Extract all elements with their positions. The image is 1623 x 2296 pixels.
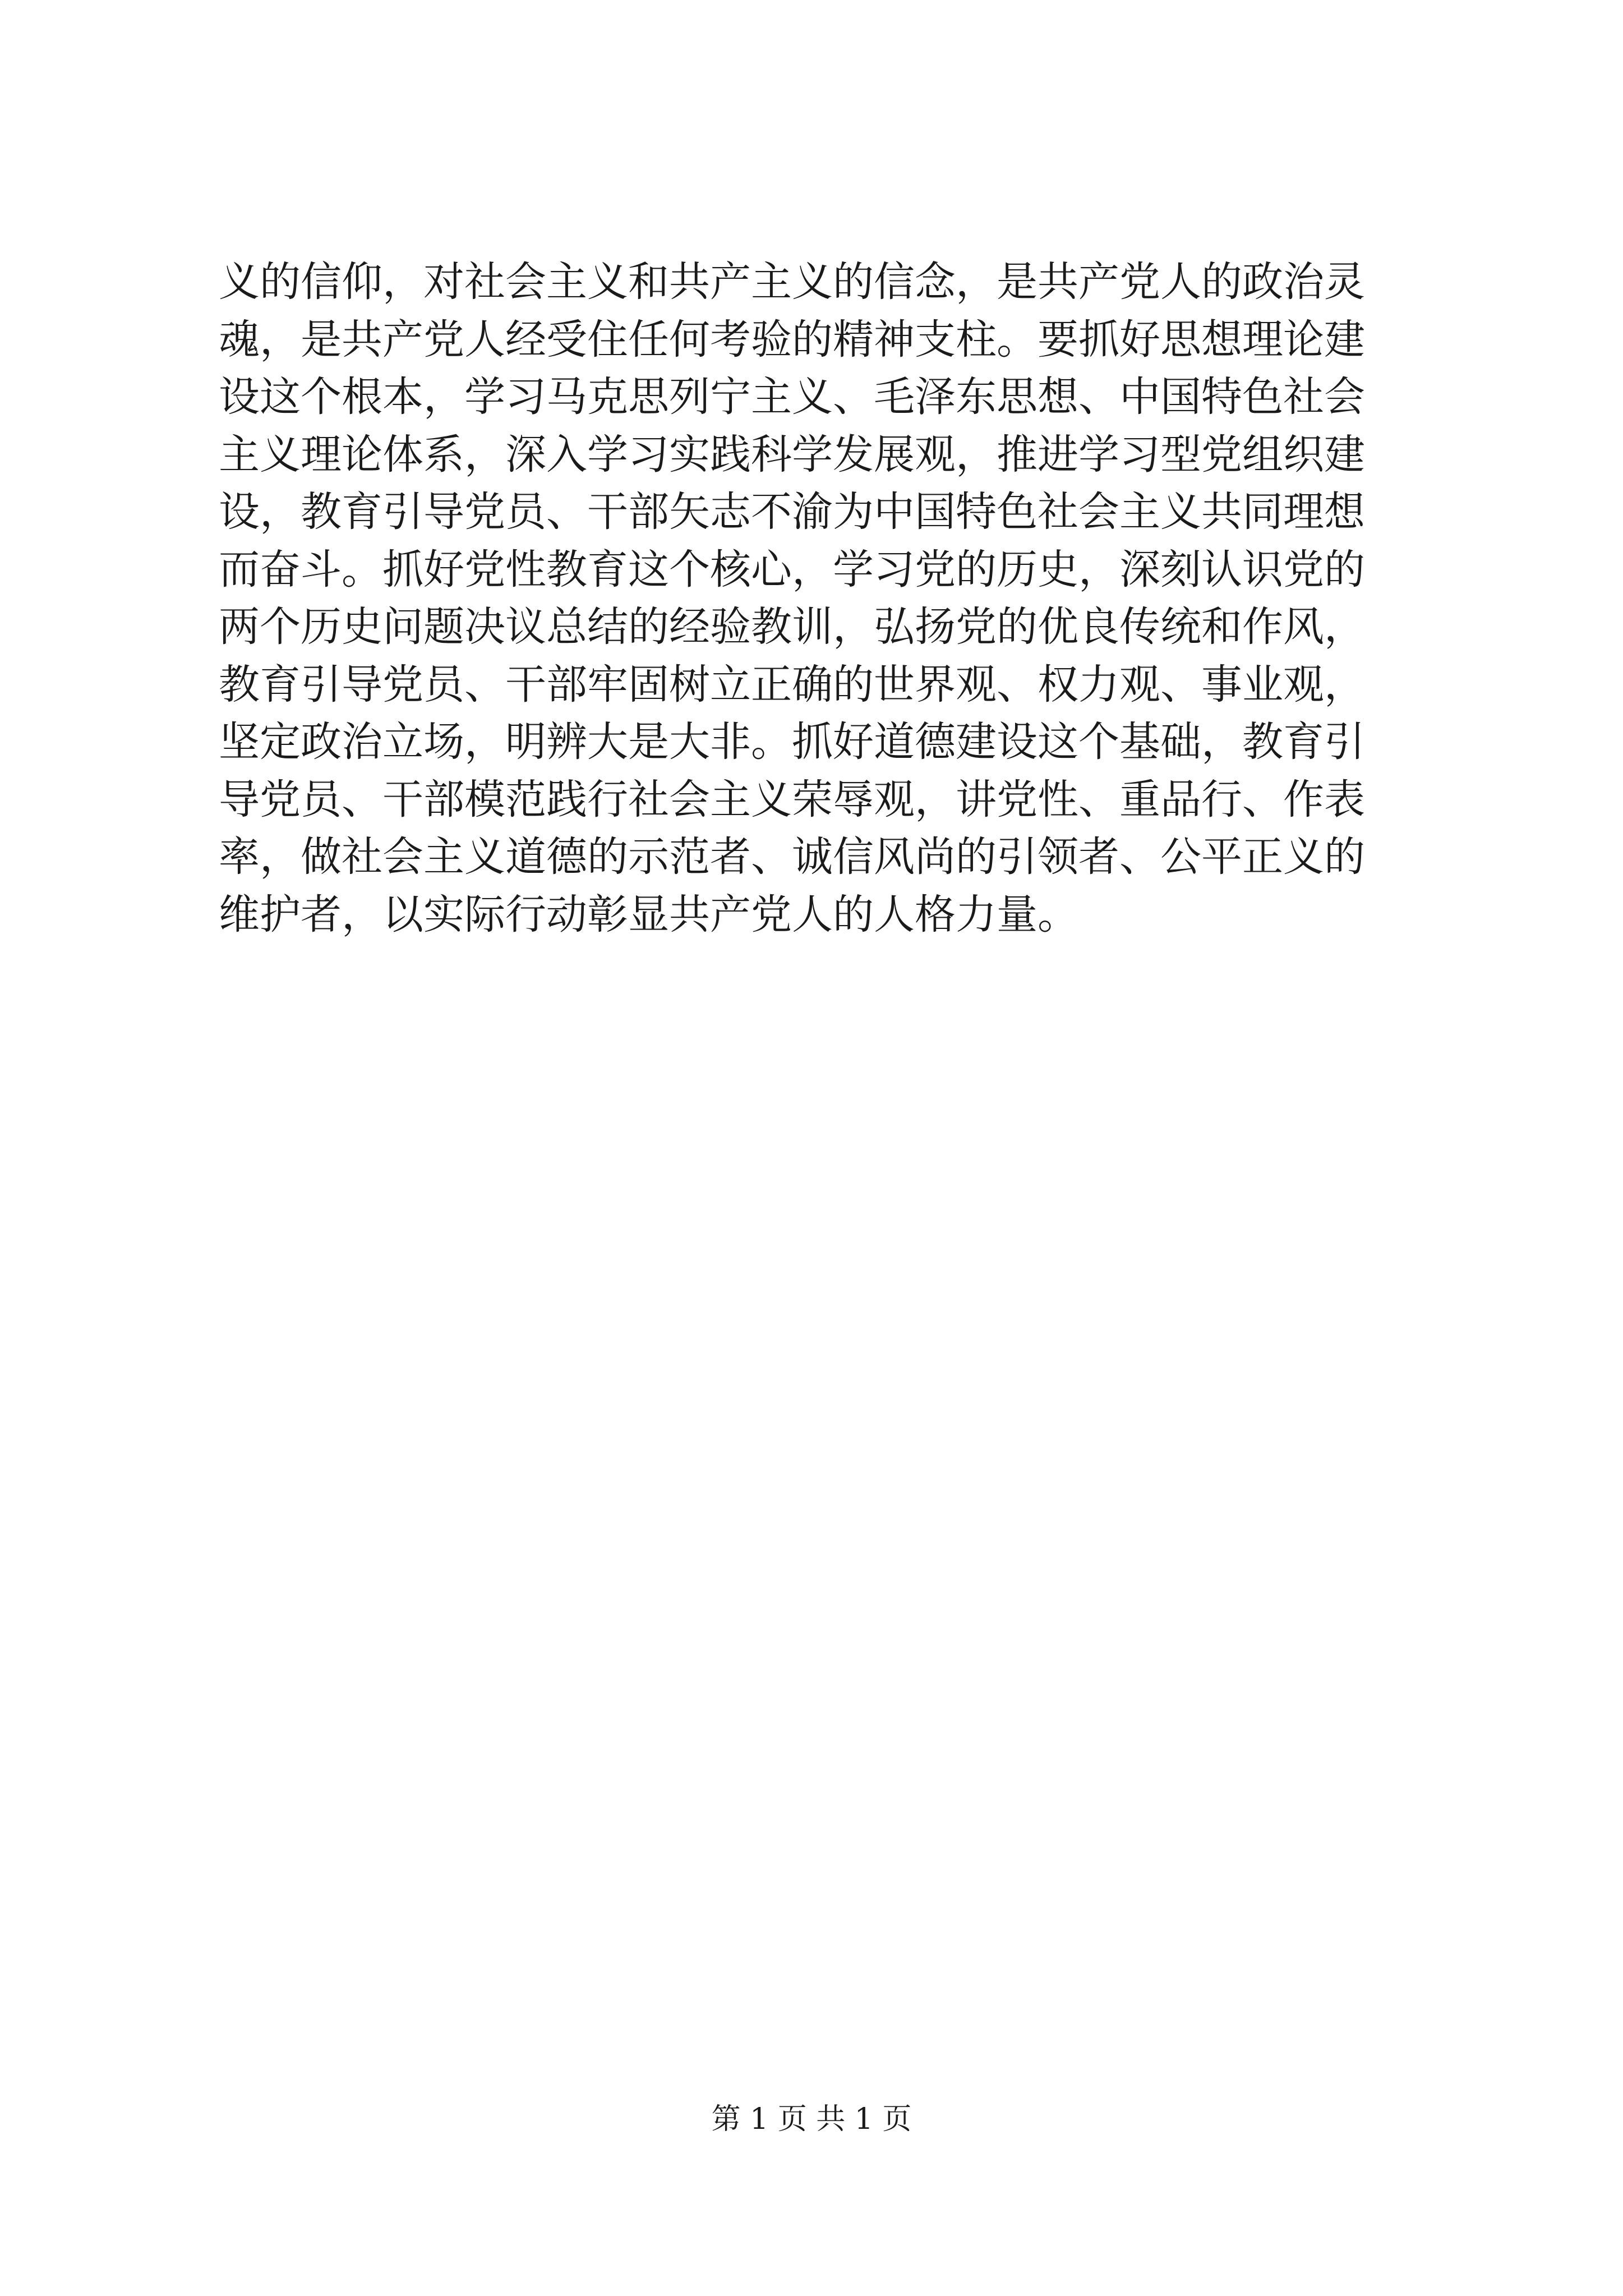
text-line: 义的信仰，对社会主义和共产主义的信念，是共产党人的政治灵 [219, 258, 1365, 306]
text-line: 坚定政治立场，明辨大是大非。抓好道德建设这个基础，教育引 [219, 718, 1365, 766]
page-number-footer: 第 1 页 共 1 页 [711, 2102, 912, 2136]
text-line: 而奋斗。抓好党性教育这个核心，学习党的历史，深刻认识党的 [219, 545, 1365, 593]
text-line: 教育引导党员、干部牢固树立正确的世界观、权力观、事业观， [219, 660, 1365, 708]
text-line: 魂，是共产党人经受住任何考验的精神支柱。要抓好思想理论建 [219, 315, 1365, 364]
text-line: 率，做社会主义道德的示范者、诚信风尚的引领者、公平正义的 [219, 833, 1365, 881]
text-line: 导党员、干部模范践行社会主义荣辱观，讲党性、重品行、作表 [219, 775, 1365, 823]
body-paragraph [219, 254, 1424, 944]
text-line: 两个历史问题决议总结的经验教训，弘扬党的优良传统和作风， [219, 603, 1365, 651]
text-line: 主义理论体系，深入学习实践科学发展观，推进学习型党组织建 [219, 430, 1365, 478]
text-line: 设，教育引导党员、干部矢志不渝为中国特色社会主义共同理想 [219, 488, 1365, 536]
text-line: 设这个根本，学习马克思列宁主义、毛泽东思想、中国特色社会 [219, 373, 1365, 421]
text-line: 维护者，以实际行动彰显共产党人的人格力量。 [219, 890, 1078, 938]
